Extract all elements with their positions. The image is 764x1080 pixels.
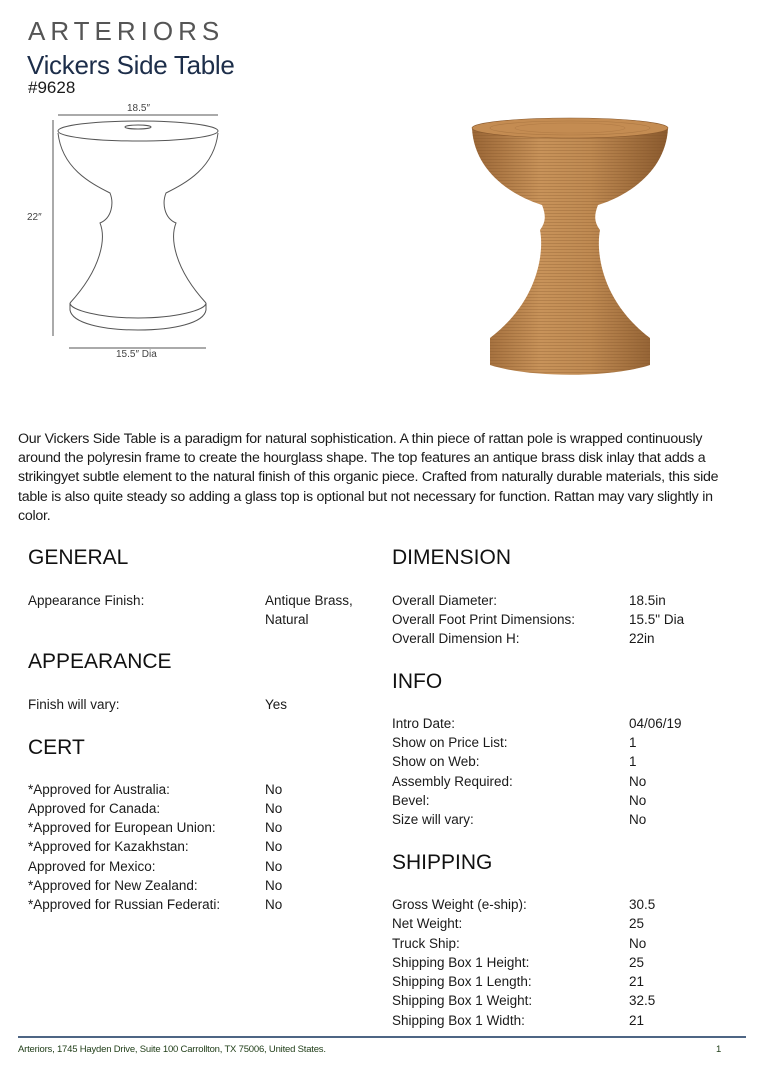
spec-value: No (265, 820, 283, 835)
spec-row (392, 953, 742, 973)
spec-row (28, 695, 368, 715)
spec-label: Approved for Canada: (28, 801, 161, 816)
spec-value: No (629, 793, 647, 808)
section-heading-cert: CERT (28, 736, 85, 759)
spec-label: Intro Date: (392, 716, 456, 731)
spec-label: *Approved for Australia: (28, 782, 170, 797)
spec-value: No (265, 839, 283, 854)
spec-value: 1 (629, 735, 637, 750)
spec-value: 1 (629, 754, 637, 769)
section-heading-info: INFO (392, 670, 443, 693)
spec-row (392, 733, 742, 753)
spec-label: *Approved for New Zealand: (28, 878, 198, 893)
spec-label: Overall Dimension H: (392, 631, 520, 646)
spec-row (392, 1011, 742, 1031)
product-description: Our Vickers Side Table is a paradigm for natural sophistication. A thin piece of rattan pole is wrapped continuously around the polyresin frame to create the hourglass shape. The top features an antique brass disk inlay that adds a strikingyet subtle element to the natural finish of this organic piece. Crafted from naturally durable materials, this side table is also quite steady so adding a glass top is optional but not necessary for function. Rattan may vary slightly in color. (18, 431, 719, 524)
spec-label: Shipping Box 1 Width: (392, 1013, 525, 1028)
spec-row (392, 791, 742, 811)
product-sku: #9628 (28, 78, 76, 97)
product-photo (460, 110, 680, 410)
spec-row (28, 799, 368, 819)
spec-label: *Approved for Russian Federati: (28, 897, 221, 912)
footer-address: Arteriors, 1745 Hayden Drive, Suite 100 Carrollton, TX 75006, United States. (18, 1044, 326, 1055)
brand-logo: ARTERIORS (28, 16, 225, 46)
spec-value: No (629, 936, 647, 951)
spec-label: Net Weight: (392, 916, 463, 931)
spec-row (28, 780, 368, 800)
spec-label: Assembly Required: (392, 774, 513, 789)
spec-label: Truck Ship: (392, 936, 460, 951)
section-heading-shipping: SHIPPING (392, 851, 493, 874)
spec-label: Approved for Mexico: (28, 859, 156, 874)
spec-value-continued: Natural (265, 612, 309, 627)
spec-row (392, 972, 742, 992)
spec-value: No (265, 878, 283, 893)
spec-row (392, 772, 742, 792)
base-dimension-label: 15.5″ Dia (116, 349, 157, 360)
spec-value: 21 (629, 1013, 645, 1028)
spec-value: Yes (265, 697, 288, 712)
spec-label: Overall Foot Print Dimensions: (392, 612, 576, 627)
spec-row (392, 629, 742, 649)
spec-row (28, 837, 368, 857)
spec-value: 25 (629, 916, 645, 931)
page-number: 1 (716, 1044, 722, 1055)
spec-row (392, 914, 742, 934)
spec-value: 04/06/19 (629, 716, 682, 731)
spec-label: Overall Diameter: (392, 593, 498, 608)
spec-row (28, 591, 368, 631)
footer-divider (18, 1036, 746, 1038)
spec-value: Antique Brass, (265, 593, 353, 608)
spec-row (28, 818, 368, 838)
spec-row (392, 610, 742, 630)
spec-value: 32.5 (629, 993, 656, 1008)
spec-row (28, 857, 368, 877)
top-dimension-label: 18.5″ (127, 103, 151, 114)
spec-label: Shipping Box 1 Weight: (392, 993, 533, 1008)
spec-row (28, 895, 368, 915)
spec-label: Shipping Box 1 Length: (392, 974, 532, 989)
spec-label: *Approved for European Union: (28, 820, 216, 835)
spec-row (392, 752, 742, 772)
spec-row (392, 934, 742, 954)
spec-row (392, 895, 742, 915)
spec-row (392, 714, 742, 734)
spec-label: Show on Web: (392, 754, 480, 769)
height-dimension-label: 22″ (27, 212, 42, 223)
spec-value: No (629, 812, 647, 827)
spec-value: No (265, 782, 283, 797)
spec-label: Finish will vary: (28, 697, 120, 712)
spec-value: 22in (629, 631, 655, 646)
spec-value: 18.5in (629, 593, 666, 608)
spec-value: 25 (629, 955, 645, 970)
spec-label: Appearance Finish: (28, 593, 145, 608)
product-title: Vickers Side Table (27, 50, 235, 80)
spec-value: No (629, 774, 647, 789)
spec-label: Shipping Box 1 Height: (392, 955, 530, 970)
spec-value: No (265, 859, 283, 874)
spec-value: No (265, 897, 283, 912)
section-heading-appearance: APPEARANCE (28, 650, 172, 673)
spec-value: No (265, 801, 283, 816)
spec-label: Gross Weight (e-ship): (392, 897, 527, 912)
dimension-drawing (20, 98, 240, 368)
spec-label: Bevel: (392, 793, 430, 808)
spec-value: 15.5" Dia (629, 612, 685, 627)
spec-row (392, 591, 742, 611)
spec-row (392, 991, 742, 1011)
spec-label: Show on Price List: (392, 735, 508, 750)
spec-label: *Approved for Kazakhstan: (28, 839, 189, 854)
section-heading-dimension: DIMENSION (392, 546, 512, 569)
spec-label: Size will vary: (392, 812, 474, 827)
spec-row (392, 810, 742, 830)
spec-value: 30.5 (629, 897, 656, 912)
spec-value: 21 (629, 974, 645, 989)
spec-row (28, 876, 368, 896)
section-heading-general: GENERAL (28, 546, 129, 569)
